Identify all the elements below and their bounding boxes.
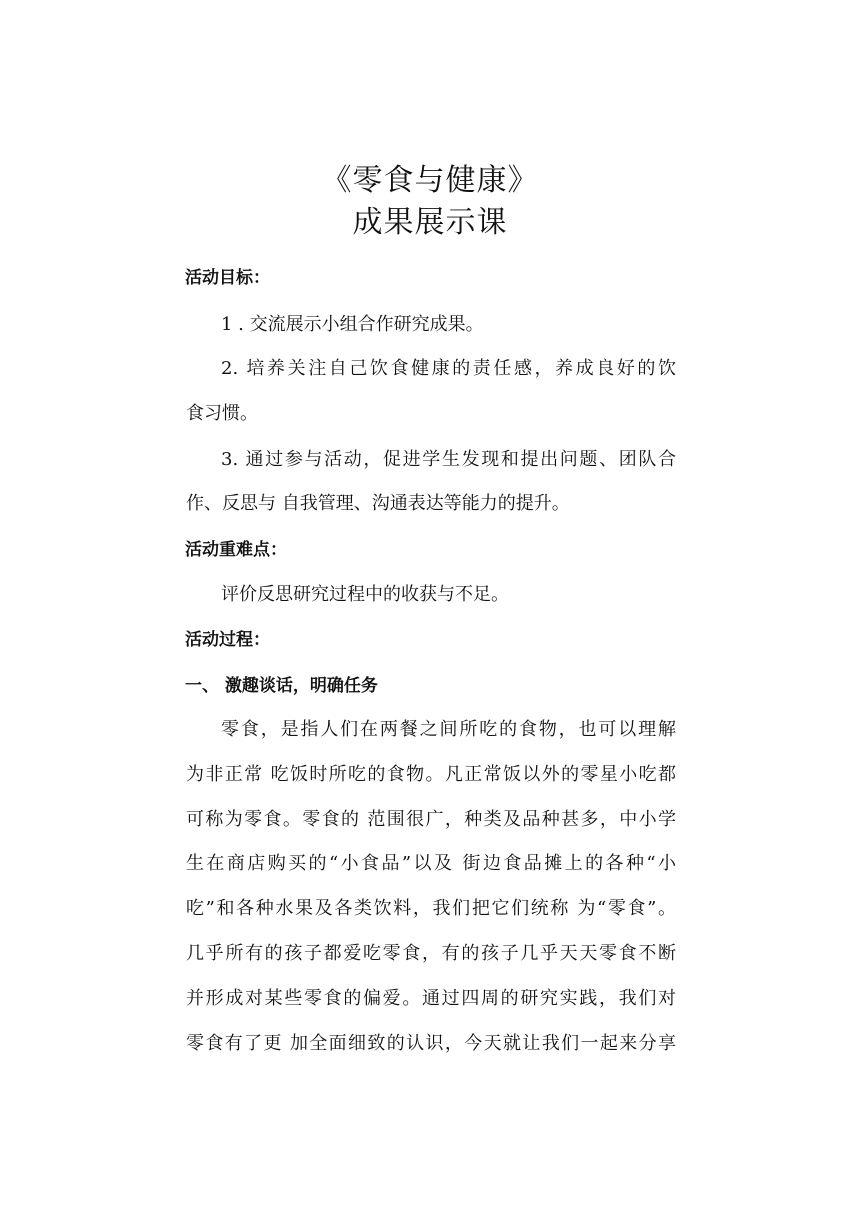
process-subheading: 一、 激趣谈话，明确任务: [185, 676, 378, 696]
paragraph-line: 可称为零食。零食的 范围很广，种类及品种甚多，中小学: [186, 809, 676, 830]
goal-item-3-line-2: 作、反思与 自我管理、沟通表达等能力的提升。: [186, 493, 570, 514]
paragraph-line: 吃”和各种水果及各类饮料，我们把它们统称 为“零食”。: [186, 898, 676, 919]
goal-item-3-line-1: 3. 通过参与活动，促进学生发现和提出问题、团队合: [221, 449, 676, 470]
paragraph-line: 并形成对某些零食的偏爱。通过四周的研究实践，我们对: [186, 988, 676, 1009]
difficulty-text: 评价反思研究过程中的收获与不足。: [221, 584, 509, 605]
process-heading: 活动过程：: [185, 630, 270, 650]
goals-heading: 活动目标：: [185, 268, 270, 288]
paragraph-line: 为非正常 吃饭时所吃的食物。凡正常饭以外的零星小吃都: [186, 764, 676, 785]
goal-item-2-line-2: 食习惯。: [186, 403, 258, 424]
goal-item-2-line-1: 2. 培养关注自己饮食健康的责任感，养成良好的饮: [221, 358, 676, 379]
paragraph-line: 零食有了更 加全面细致的认识，今天就让我们一起来分享: [186, 1033, 676, 1054]
difficulty-heading: 活动重难点：: [185, 540, 287, 560]
paragraph-line: 零食，是指人们在两餐之间所吃的食物，也可以理解: [221, 719, 676, 740]
goal-item-1: 1 . 交流展示小组合作研究成果。: [221, 314, 484, 335]
document-title: 《零食与健康》: [321, 163, 539, 198]
paragraph-line: 几乎所有的孩子都爱吃零食，有的孩子几乎天天零食不断: [186, 943, 676, 964]
document-subtitle: 成果展示课: [352, 205, 508, 240]
paragraph-line: 生在商店购买的“小食品”以及 街边食品摊上的各种“小: [186, 853, 676, 874]
